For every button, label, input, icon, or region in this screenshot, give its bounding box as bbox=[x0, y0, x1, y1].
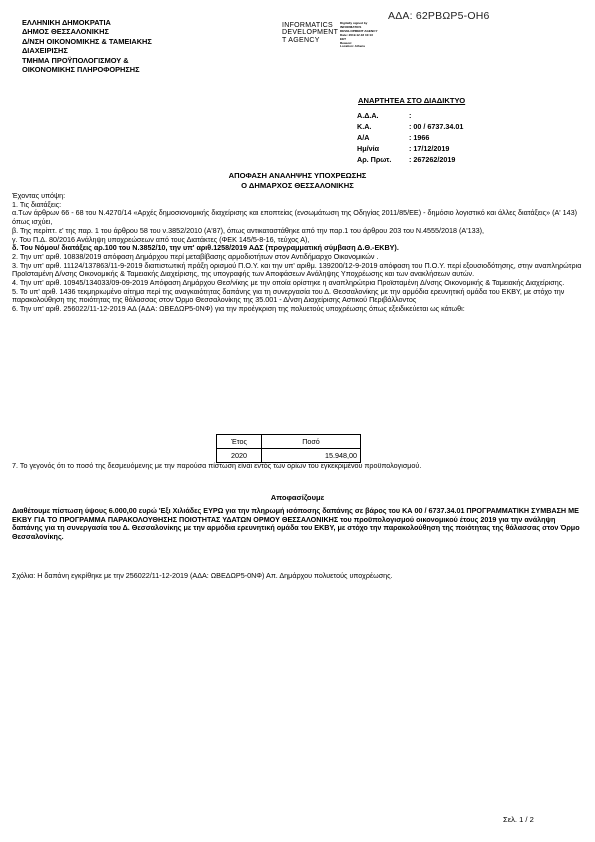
signature-detail-line: Reason: bbox=[340, 40, 353, 45]
signature-detail-line: INFORMATICS bbox=[340, 24, 362, 29]
meta-row-aa bbox=[357, 132, 463, 143]
post-online-label: ΑΝΑΡΤΗΤΕΑ ΣΤΟ ΔΙΑΔΙΚΤΥΟ bbox=[358, 96, 466, 105]
paragraph: γ. Του Π.Δ. 80/2016 Ανάληψη υποχρεώσεων από τους Διατάκτες (ΦΕΚ 145/5-8-16, τεύχος Α), bbox=[12, 234, 310, 244]
budget-note bbox=[12, 462, 587, 471]
ada-code: ΑΔΑ: 62ΡΒΩΡ5-ΟΗ6 bbox=[388, 10, 490, 22]
meta-value: : 267262/2019 bbox=[409, 155, 456, 164]
decision-title bbox=[0, 171, 595, 190]
amount-table bbox=[216, 434, 361, 463]
agency-line: T AGENCY bbox=[282, 36, 320, 44]
meta-value: : bbox=[409, 111, 412, 120]
meta-row-date bbox=[357, 143, 463, 154]
signature-detail-line: EET bbox=[340, 36, 347, 41]
meta-value: : 00 / 6737.34.01 bbox=[409, 122, 464, 131]
paragraph: 2. Την υπ' αριθ. 10838/2019 απόφαση Δημάρχου περί μεταβίβασης αρμοδιοτήτων στον Αντιδήμαρχο Οικονομικών . bbox=[12, 251, 379, 261]
table-header-amount: Ποσό bbox=[262, 435, 361, 449]
issuer-line: ΔΗΜΟΣ ΘΕΣΣΑΛΟΝΙΚΗΣ bbox=[22, 27, 109, 37]
table-cell-amount: 15.948,00 bbox=[262, 449, 361, 463]
signature-detail-line: Location: Athens bbox=[340, 44, 366, 49]
table-cell-year: 2020 bbox=[217, 449, 262, 463]
paragraph: β. Της περίπτ. ε' της παρ. 1 του άρθρου 58 του ν.3852/2010 (Α'87), όπως αντικαταστάθηκε από την παρ.1 του άρθρου 203 του Ν.4555/2018 (Α'133), bbox=[12, 225, 484, 235]
decision-title-line: ΑΠΟΦΑΣΗ ΑΝΑΛΗΨΗΣ ΥΠΟΧΡΕΩΣΗΣ bbox=[228, 171, 367, 180]
paragraph: 3. Την υπ' αριθ. 11124/137863/11-9-2019 διαπιστωτική πράξη ορισμού Π.Ο.Υ. και την υπ' αριθμ. 139200/12-9-2019 απόφαση του Π.Ο.Υ. περί εξουσιοδότησης, στην αναπληρώτρια Προϊσταμένη Δ/νσης Οικονομικής & Ταμειακής Διαχείρισης, της υπογραφής των Αποφάσεων Ανάληψης Υποχρέωσης και των ανακλήσεων αυτών. bbox=[12, 260, 582, 279]
issuer-line: Δ/ΝΣΗ ΟΙΚΟΝΟΜΙΚΗΣ & ΤΑΜΕΙΑΚΗΣ bbox=[22, 36, 152, 46]
meta-key: Αρ. Πρωτ. bbox=[357, 155, 392, 164]
document-meta bbox=[357, 110, 463, 165]
signature-details bbox=[340, 22, 388, 49]
meta-row-ada bbox=[357, 110, 463, 121]
issuer-line: ΟΙΚΟΝΟΜΙΚΗΣ ΠΛΗΡΟΦΟΡΗΣΗΣ bbox=[22, 65, 140, 75]
meta-row-protocol bbox=[357, 154, 463, 165]
decision-body: Διαθέτουμε πίστωση ύψους 6.000,00 ευρώ 'Εξι Χιλιάδες ΕΥΡΩ για την πληρωμή ισόποσης δαπάνης σε βάρος του ΚΑ 00 / 6737.34.01 ΠΡΟΓΡΑΜΜΑΤΙΚΗ ΣΥΜΒΑΣΗ ΜΕ ΕΚΒΥ ΓΙΑ ΤΟ ΠΡΟΓΡΑΜΜΑ ΠΑΡΑΚΟΛΟΥΘΗΣΗΣ ΠΟΙΟΤΗΤΑΣ ΥΔΑΤΩΝ ΟΡΜΟΥ ΘΕΣΣΑΛΟΝΙΚΗΣ του προϋπολογισμού οικονομικού έτους 2019 για την ανάληψη δαπάνης για τη συνεργασία του Δ. Θεσσαλονίκης με την αρμόδια ερευνητική ομάδα του ΕΚΒΥ, με στόχο την παρακολούθηση της ποιότητας της θάλασσας στον Όρμο Θεσσαλονίκης. bbox=[12, 506, 580, 542]
comments: Σχόλια: Η δαπάνη εγκρίθηκε με την 256022/11-12-2019 (ΑΔΑ: ΩΒΕΔΩΡ5-0ΝΦ) Απ. Δημάρχου πολυετούς υποχρέωσης. bbox=[12, 571, 393, 580]
meta-value: : 1966 bbox=[409, 133, 430, 142]
meta-key: Α/Α bbox=[357, 133, 370, 142]
meta-row-ka bbox=[357, 121, 463, 132]
digital-signature-stamp bbox=[282, 21, 378, 49]
meta-key: Ημ/νία bbox=[357, 144, 379, 153]
agency-name bbox=[282, 22, 338, 44]
decide-title: Αποφασίζουμε bbox=[270, 493, 325, 502]
table-header-row bbox=[217, 435, 361, 449]
issuer-line: ΤΜΗΜΑ ΠΡΟΫΠΟΛΟΓΙΣΜΟΥ & bbox=[22, 55, 129, 65]
agency-line: INFORMATICS bbox=[282, 22, 334, 29]
signature-detail-line: DEVELOPMENT AGENCY bbox=[340, 28, 378, 33]
agency-line: DEVELOPMENT bbox=[282, 29, 339, 37]
meta-value: : 17/12/2019 bbox=[409, 144, 450, 153]
paragraph: α.Των άρθρων 66 - 68 του Ν.4270/14 «Αρχές δημοσιονομικής διαχείρισης και εποπτείας (ενσωμάτωση της Οδηγίας 2011/85/ΕΕ) - δημόσιο λογιστικό και άλλες διατάξεις» (Α' 143) όπως ισχύει, bbox=[12, 208, 578, 227]
paragraph: 1. Τις διατάξεις: bbox=[12, 199, 62, 209]
signature-detail-line: Digitally signed by bbox=[340, 21, 368, 25]
issuer-block bbox=[22, 18, 252, 74]
table-header-year: Έτος bbox=[217, 435, 262, 449]
decision-title-line: Ο ΔΗΜΑΡΧΟΣ ΘΕΣΣΑΛΟΝΙΚΗΣ bbox=[241, 180, 354, 190]
paragraph: Έχοντας υπόψη: bbox=[12, 191, 66, 200]
paragraph: 6. Την υπ' αριθ. 256022/11-12-2019 ΑΔ (ΑΔΑ: ΩΒΕΔΩΡ5-0ΝΦ) για την προέγκριση της πολυετούς υποχρέωσης όπως εξειδικεύεται ως κάτωθι: bbox=[12, 304, 465, 314]
paragraph: 7. Το γεγονός ότι το ποσό της δεσμευόμενης με την παρούσα πίστωση είναι εντός των ορίων του εγκεκριμένου προϋπολογισμού. bbox=[12, 461, 422, 470]
meta-key: Κ.Α. bbox=[357, 122, 372, 131]
paragraph: 4. Την υπ' αριθ. 10945/134033/09-09-2019 Απόφαση Δημάρχου Θεσ/νίκης με την οποία ορίστηκε η αναπληρώτρια Προϊσταμένη Δ/νσης Οικονομικής & Ταμειακής Διαχείρισης. bbox=[12, 278, 565, 288]
paragraph: δ. Του Νόμου/ διατάξεις αρ.100 του Ν.3852/10, την υπ' αριθ.1258/2019 ΑΔΣ (προγραμματική σύμβαση Δ.Θ.-ΕΚΒΥ). bbox=[12, 243, 399, 253]
issuer-line: ΕΛΛΗΝΙΚΗ ΔΗΜΟΚΡΑΤΙΑ bbox=[22, 18, 111, 27]
issuer-line: ΔΙΑΧΕΙΡΙΣΗΣ bbox=[22, 46, 68, 56]
signature-detail-line: Date: 2019.12.18 10:13 bbox=[340, 32, 373, 37]
meta-key: Α.Δ.Α. bbox=[357, 111, 379, 120]
considering-section bbox=[12, 192, 587, 314]
paragraph: 5. Το υπ' αριθ. 1436 τεκμηριωμένο αίτημα περί της αναγκαιότητας δαπάνης για τη συνεργασία του Δ. Θεσσαλονίκης με την αρμόδια ερευνητική ομάδα του ΕΚΒΥ, με στόχο την παρακολούθηση της ποιότητας της θάλασσας στον Όρμο Θεσσαλονίκης της 35.001 - Δ/νση Διαχείρισης Αστικού Περιβάλλοντος bbox=[12, 286, 565, 305]
page-number: Σελ. 1 / 2 bbox=[503, 815, 534, 824]
